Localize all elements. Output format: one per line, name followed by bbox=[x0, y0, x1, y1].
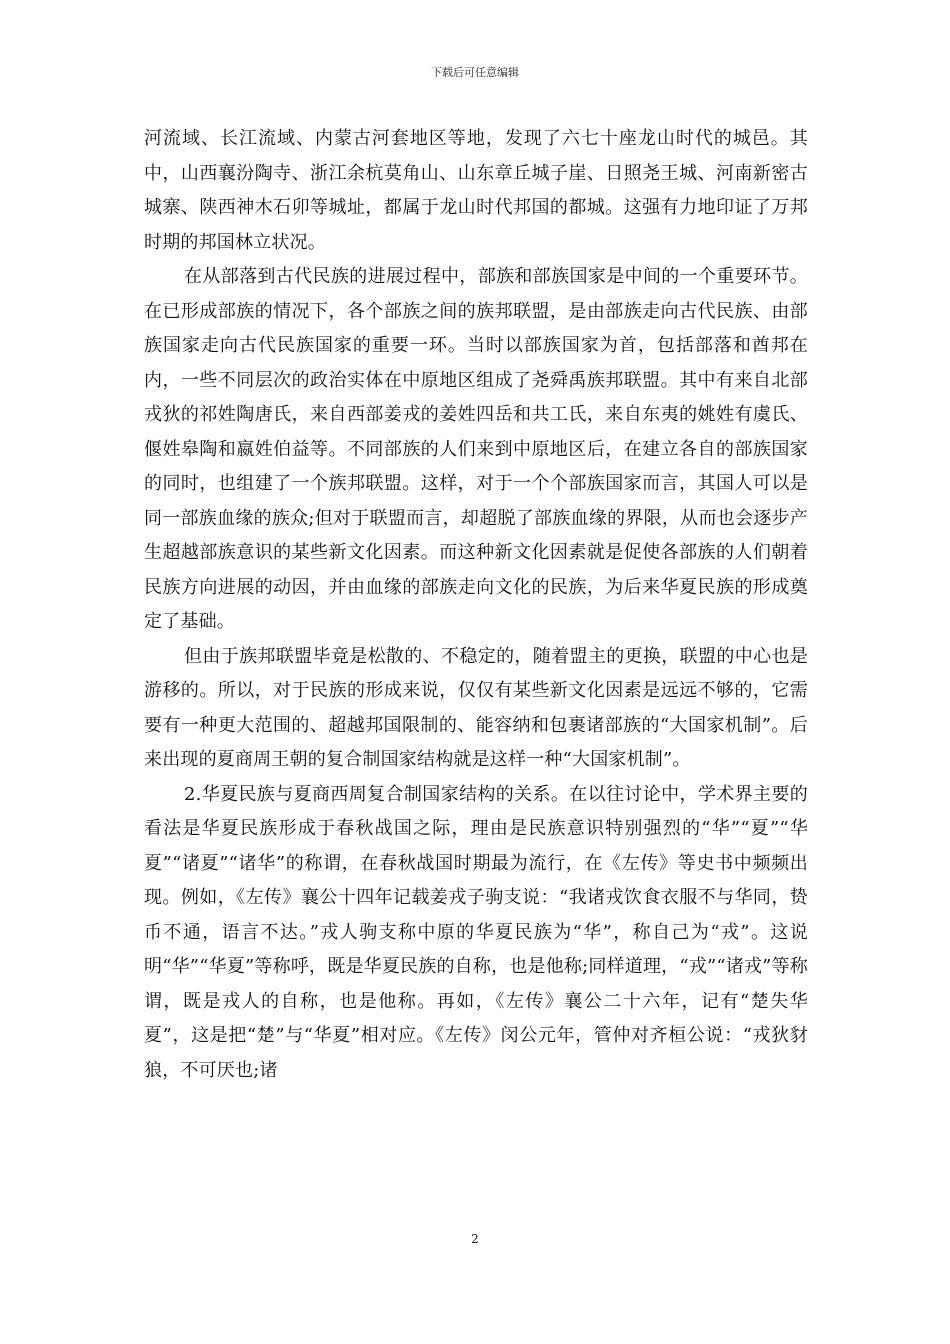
page-header: 下载后可任意编辑 bbox=[431, 66, 519, 79]
body-text bbox=[144, 122, 808, 1088]
paragraph-1: 河流域、长江流域、内蒙古河套地区等地，发现了六七十座龙山时代的城邑。其中，山西襄汾陶寺、浙江余杭莫角山、山东章丘城子崖、日照尧王城、河南新密古城寨、陕西神木石卯等城址，都属于龙山时代邦国的都城。这强有力地印证了万邦时期的邦国林立状况。 bbox=[144, 128, 808, 253]
paragraph-4: 2.华夏民族与夏商西周复合制国家结构的关系。在以往讨论中，学术界主要的看法是华夏民族形成于春秋战国之际，理由是民族意识特别强烈的“华”“夏”“华夏”“诸夏”“诸华”的称谓，在春秋战国时期最为流行，在《左传》等史书中频频出现。例如，《左传》襄公十四年记载姜戎子驹支说：“我诸戎饮食衣服不与华同，贽币不通，语言不达。”戎人驹支称中原的华夏民族为“华”，称自己为“戎”。这说明“华”“华夏”等称呼，既是华夏民族的自称，也是他称;同样道理，“戎”“诸戎”等称谓，既是戎人的自称，也是他称。再如，《左传》襄公二十六年，记有“楚失华夏”，这是把“楚”与“华夏”相对应。《左传》闵公元年，管仲对齐桓公说：“戎狄豺狼，不可厌也;诸 bbox=[144, 783, 808, 1081]
paragraph-3: 但由于族邦联盟毕竟是松散的、不稳定的，随着盟主的更换，联盟的中心也是游移的。所以，对于民族的形成来说，仅仅有某些新文化因素是远远不够的，它需要有一种更大范围的、超越邦国限制的、能容纳和包裹诸部族的“大国家机制”。后来出现的夏商周王朝的复合制国家结构就是这样一种“大国家机制”。 bbox=[144, 645, 808, 770]
page-number: 2 bbox=[471, 1232, 479, 1246]
paragraph-2: 在从部落到古代民族的进展过程中，部族和部族国家是中间的一个重要环节。在已形成部族的情况下，各个部族之间的族邦联盟，是由部族走向古代民族、由部族国家走向古代民族国家的重要一环。当时以部族国家为首，包括部落和酋邦在内，一些不同层次的政治实体在中原地区组成了尧舜禹族邦联盟。其中有来自北部戎狄的祁姓陶唐氏，来自西部姜戎的姜姓四岳和共工氏，来自东夷的姚姓有虞氏、偃姓皋陶和嬴姓伯益等。不同部族的人们来到中原地区后，在建立各自的部族国家的同时，也组建了一个族邦联盟。这样，对于一个个部族国家而言，其国人可以是同一部族血缘的族众;但对于联盟而言，却超脱了部族血缘的界限，从而也会逐步产生超越部族意识的某些新文化因素。而这种新文化因素就是促使各部族的人们朝着民族方向进展的动因，并由血缘的部族走向文化的民族，为后来华夏民族的形成奠定了基础。 bbox=[144, 266, 808, 632]
